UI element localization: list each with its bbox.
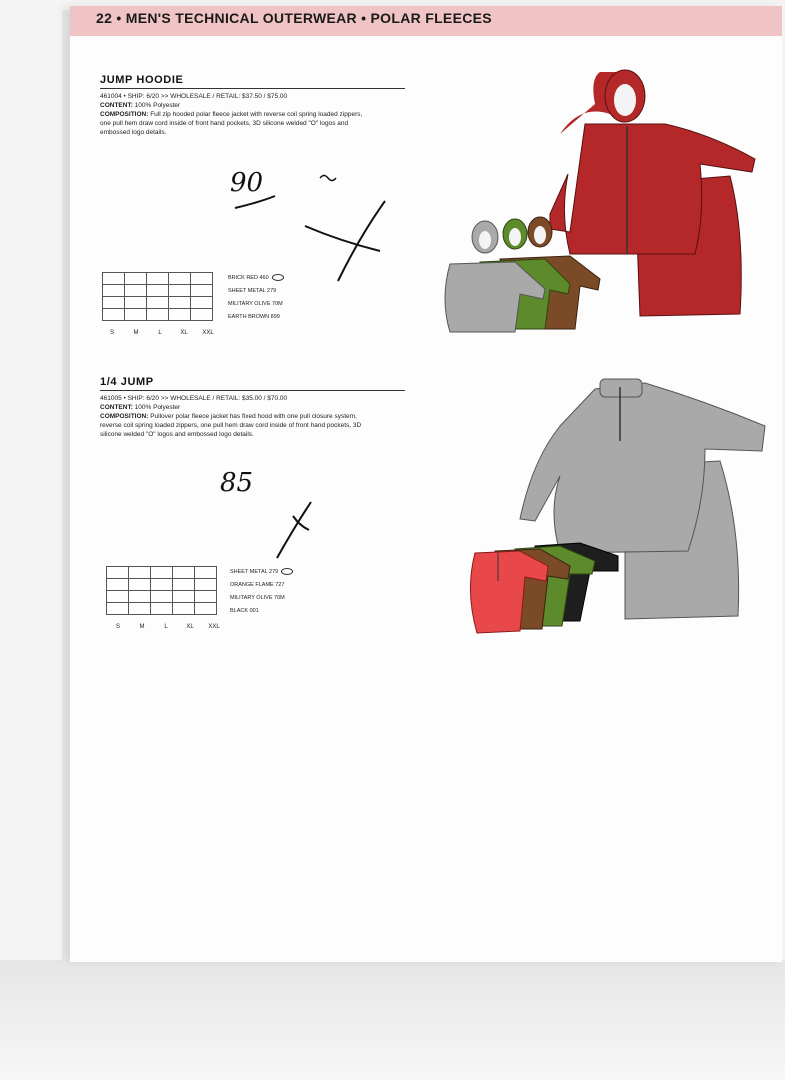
color-name: SHEET METAL 279 — [228, 288, 277, 294]
content-value: 100% Polyester — [134, 404, 181, 411]
divider — [100, 88, 405, 89]
size-label: XL — [180, 330, 188, 336]
size-label: XL — [186, 624, 194, 630]
content-label: CONTENT: — [100, 102, 133, 109]
composition-label: COMPOSITION: — [100, 413, 149, 420]
color-name: MILITARY OLIVE 70M — [230, 595, 285, 601]
composition-text: Full zip hooded polar fleece jacket with reverse coil spring loaded zippers, one pull hem draw cord inside of front hand pockets, 3D silicone welded "O" logos and embossed logo details. — [100, 111, 363, 136]
composition-label: COMPOSITION: — [100, 111, 149, 118]
product-info: 461005 • SHIP: 6/20 >> WHOLESALE / RETAIL: $35.00 / $70.00 — [100, 395, 288, 402]
color-name: SHEET METAL 279 — [230, 569, 279, 575]
color-name: EARTH BROWN 899 — [228, 314, 280, 320]
handwritten-price-note: 90 — [230, 168, 264, 198]
size-label: M — [133, 330, 139, 336]
size-labels — [100, 330, 220, 336]
oakley-logo-icon — [272, 274, 284, 281]
size-label: M — [139, 624, 145, 630]
color-name: BLACK 001 — [230, 608, 259, 614]
size-label: XXL — [202, 330, 214, 336]
scan-background — [0, 960, 785, 1080]
product-name: 1/4 JUMP — [100, 376, 154, 388]
size-label: XXL — [208, 624, 220, 630]
page-title: 22 • MEN'S TECHNICAL OUTERWEAR • POLAR FLEECES — [96, 10, 492, 26]
composition-text: Pullover polar fleece jacket has fixed hood with one pull closure system, reverse coil spring loaded zippers, one pull hem draw cord inside of front hand pockets, 3D silicone welded "O" logos and embossed logo details. — [100, 413, 362, 438]
product-name: JUMP HOODIE — [100, 74, 184, 86]
content-label: CONTENT: — [100, 404, 133, 411]
catalog-page — [70, 6, 782, 962]
color-name: BRICK RED 460 — [228, 275, 269, 281]
size-order-grid[interactable] — [102, 272, 213, 321]
color-name: ORANGE FLAME 727 — [230, 582, 285, 588]
size-label: S — [109, 330, 114, 336]
size-label: S — [115, 624, 120, 630]
color-name: MILITARY OLIVE 70M — [228, 301, 283, 307]
size-labels — [106, 624, 226, 630]
handwritten-price-note: 85 — [220, 468, 254, 498]
color-list — [230, 566, 293, 618]
size-order-grid[interactable] — [106, 566, 217, 615]
header-band — [70, 6, 782, 36]
divider — [100, 390, 405, 391]
oakley-logo-icon — [281, 568, 293, 575]
size-label: L — [158, 330, 162, 336]
product-info: 461004 • SHIP: 6/20 >> WHOLESALE / RETAIL: $37.50 / $75.00 — [100, 93, 288, 100]
jump-hoodie-illustration — [420, 64, 770, 334]
quarter-jump-illustration — [420, 371, 770, 636]
color-list — [228, 272, 284, 324]
handwritten-marks — [265, 496, 325, 566]
size-label: L — [164, 624, 168, 630]
content-value: 100% Polyester — [134, 102, 181, 109]
